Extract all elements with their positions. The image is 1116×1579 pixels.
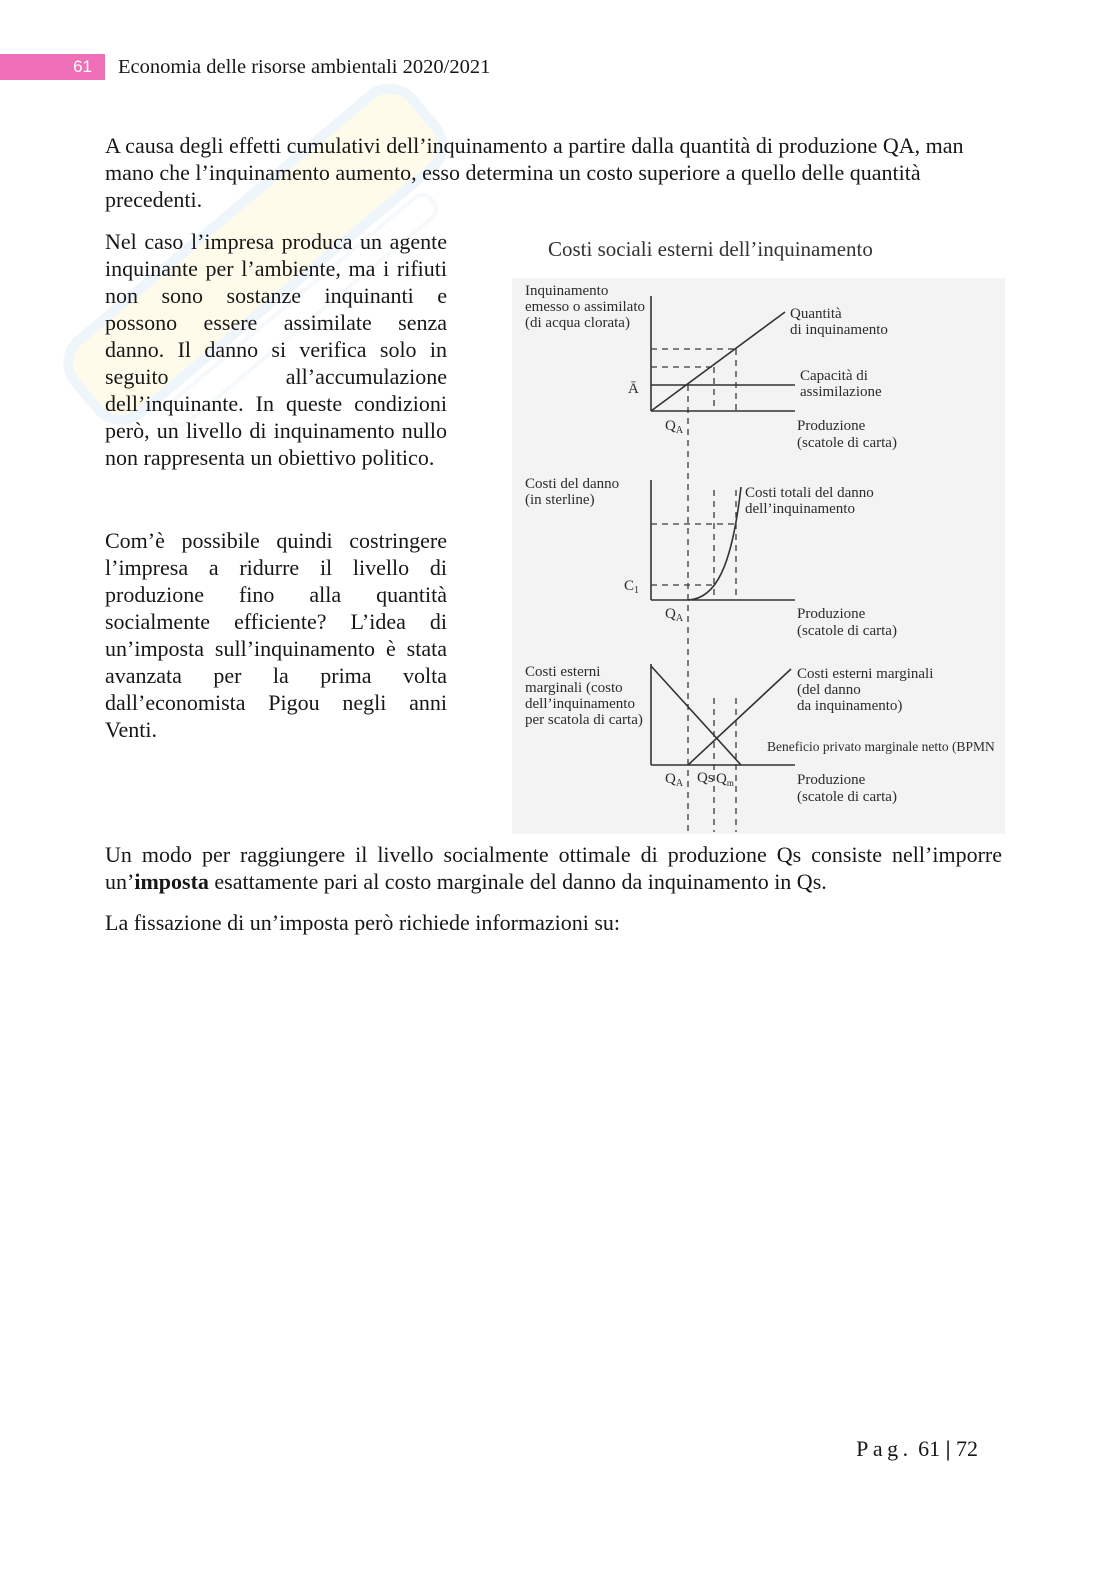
text-line: l’impresa a ridurre il livello di [105,555,447,580]
text-line: non sono sostanze inquinanti e [105,283,447,308]
p3-y-label-2: marginali (costo [525,680,623,696]
text-line: seguito all’accumulazione [105,364,447,389]
text-line: danno. Il danno si verifica solo in [105,337,447,362]
text-line: possono essere assimilate senza [105,310,447,335]
p2-qa-sub: A [675,613,684,624]
p3-qm-sub: m [726,778,734,788]
text-line: dall’economista Pigou negli anni [105,690,447,715]
text-line: però, un livello di inquinamento nullo [105,418,447,443]
header-title: Economia delle risorse ambientali 2020/2021 [118,56,491,78]
p1-x-label-1: Produzione [797,418,866,434]
p2-c1-sub: 1 [634,585,640,596]
text-segment: un’ [105,869,135,894]
p2-x-label-2: (scatole di carta) [797,623,897,639]
p2-qa-base: Q [665,606,676,622]
p3-qm-base: Q [716,771,727,787]
left-column-paragraph-1 [105,228,447,471]
left-column-paragraph-2 [105,527,447,743]
footer-current-page: 61 [918,1436,941,1461]
text-line: Nel caso l’impresa produca un agente [105,229,447,254]
p2-y-label-1: Costi del danno [525,476,620,492]
text-line: mano che l’inquinamento aumento, esso determina un costo superiore a quello delle quantità [105,160,921,185]
header-page-badge [0,54,105,80]
p3-x-label-1: Produzione [797,772,866,788]
p3-qs-label: Qs [697,770,714,786]
p3-qa-base: Q [665,771,676,787]
p3-x-label-2: (scatole di carta) [797,789,897,805]
p1-capacity-label-2: assimilazione [800,384,882,400]
p3-qa-sub: A [675,778,684,789]
p2-curve-label-2: dell’inquinamento [745,501,855,517]
text-line: Venti. [105,717,157,742]
text-line: un’imposta sull’inquinamento è stata [105,636,447,661]
bold-term-imposta: imposta [134,869,209,894]
text-line: inquinante per l’ambiente, ma i rifiuti [105,256,447,281]
text-line: Un modo per raggiungere il livello socialmente ottimale di produzione Qs consiste nell’imporre [105,842,1002,867]
footer-separator: | [945,1436,951,1461]
p1-curve-label-2: di inquinamento [790,322,888,338]
text-line: avanzata per la prima volta [105,663,447,688]
footer-total-pages: 72 [956,1436,978,1461]
header-page-number: 61 [73,57,92,76]
p3-bpmn-label: Beneficio privato marginale netto (BPMN [767,739,995,754]
text-line: precedenti. [105,187,203,212]
p2-x-label-1: Produzione [797,606,866,622]
text-line: produzione fino alla quantità [105,582,447,607]
p2-c1-base: C [624,578,635,594]
text-line [105,868,1002,895]
p1-qa-base: Q [665,418,676,434]
intro-paragraph [105,132,1005,213]
p3-y-label-1: Costi esterni [525,664,601,680]
figure-title: Costi sociali esterni dell’inquinamento [548,237,873,261]
p1-x-label-2: (scatole di carta) [797,435,897,451]
p1-y-label-3: (di acqua clorata) [525,315,630,331]
p2-y-label-2: (in sterline) [525,492,595,508]
conclusion-paragraph [105,841,1002,895]
p1-y-label-1: Inquinamento [525,283,609,299]
p3-mec-label-1: Costi esterni marginali [797,666,934,682]
page-footer [856,1435,978,1462]
footer-page-label: Pag. [856,1436,913,1461]
p3-mec-label-2: (del danno [797,682,861,698]
text-line: socialmente efficiente? L’idea di [105,609,447,634]
text-line: non rappresenta un obiettivo politico. [105,445,435,470]
text-line: Com’è possibile quindi costringere [105,528,447,553]
p3-y-label-3: dell’inquinamento [525,696,635,712]
p1-capacity-label-1: Capacità di [800,368,868,384]
p1-a-label: Ā [628,381,639,397]
closing-line: La fissazione di un’imposta però richiede informazioni su: [105,910,621,935]
p1-y-label-2: emesso o assimilato [525,299,645,315]
p2-curve-label-1: Costi totali del danno [745,485,874,501]
p3-y-label-4: per scatola di carta) [525,712,643,728]
p1-curve-label-1: Quantità [790,306,842,322]
text-segment: esattamente pari al costo marginale del danno da inquinamento in Qs. [208,869,827,894]
text-line: A causa degli effetti cumulativi dell’inquinamento a partire dalla quantità di produzione QA, man [105,133,964,158]
text-line: dell’inquinante. In queste condizioni [105,391,447,416]
p1-qa-sub: A [675,425,684,436]
p3-mec-label-3: da inquinamento) [797,698,903,714]
pollution-costs-figure [505,225,1010,837]
